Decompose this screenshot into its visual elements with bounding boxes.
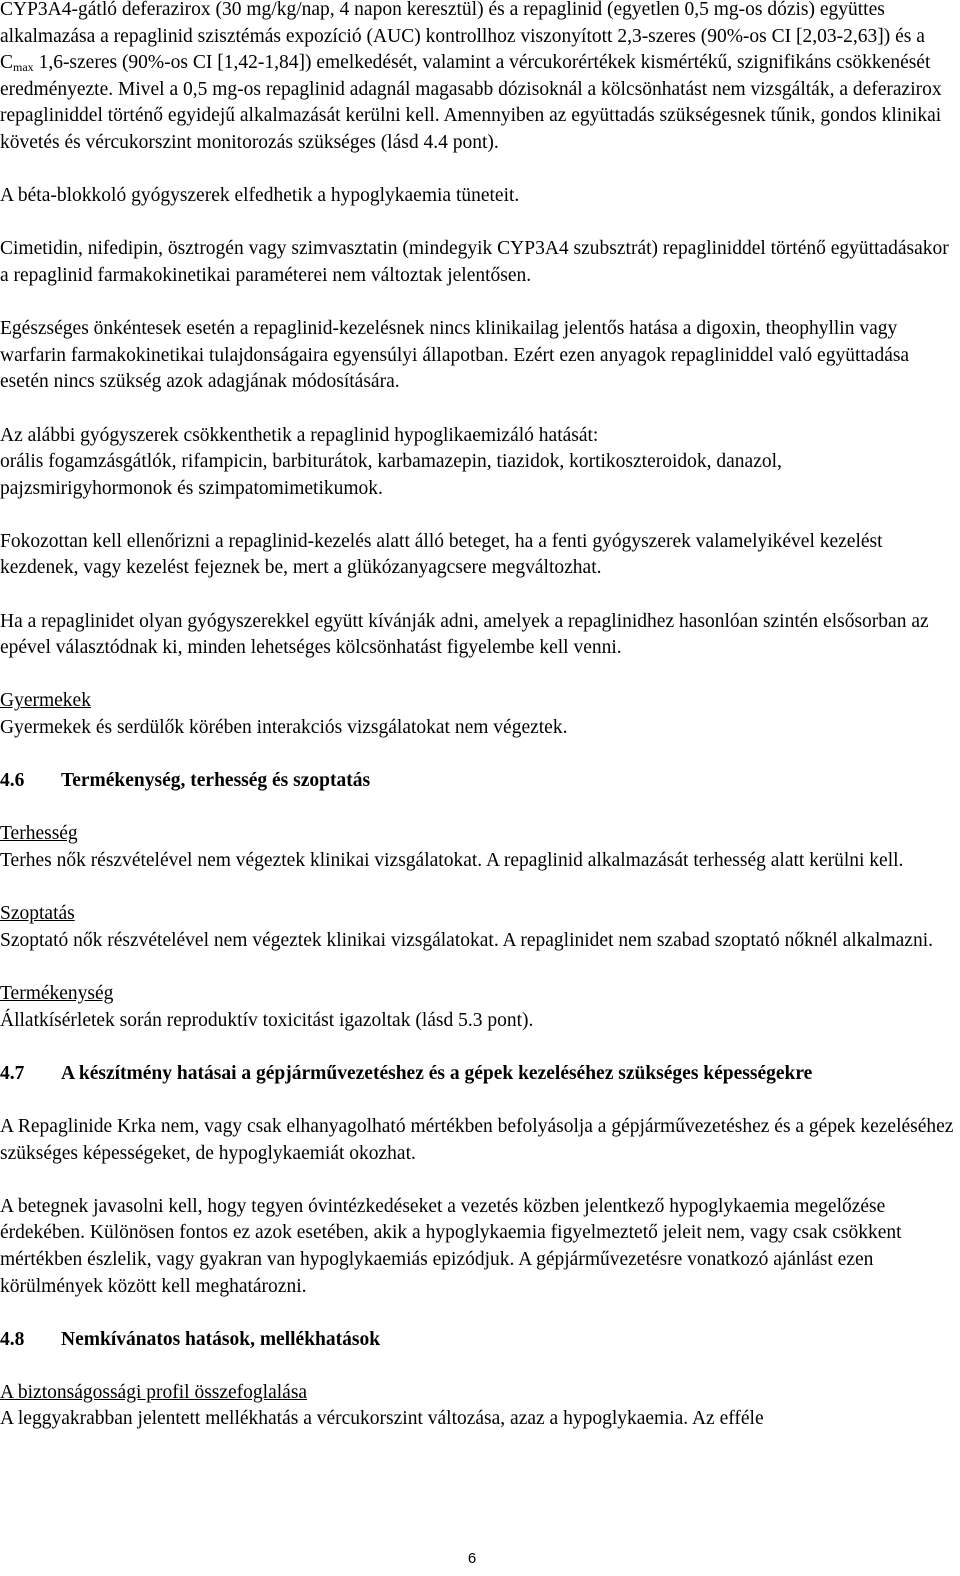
paragraph-line: Az alábbi gyógyszerek csökkenthetik a repaglinid hypoglikaemizáló hatását: [0, 424, 599, 446]
paragraph-text: orális fogamzásgátlók, rifampicin, barbiturátok, karbamazepin, tiazidok, kortikoszteroidok, danazol, pajzsmirigyhormonok és szimpatomimetikumok. [0, 451, 782, 499]
pregnancy-heading: Terhesség [0, 823, 78, 845]
fertility-block [0, 981, 958, 1034]
children-block [0, 688, 958, 741]
children-heading: Gyermekek [0, 690, 91, 712]
bile-excretion-paragraph: Ha a repaglinidet olyan gyógyszerekkel együtt kívánják adni, amelyek a repaglinidhez hasonlóan szintén elsősorban az epével választódnak ki, minden lehetséges kölcsönhatást figyelembe kell venni. [0, 610, 929, 659]
monitoring-paragraph: Fokozottan kell ellenőrizni a repaglinid-kezelés alatt álló beteget, ha a fenti gyógyszerek valamelyikével kezelést kezdenek, vagy kezelést fejeznek be, mert a glükózanyagcsere megváltozhat. [0, 530, 883, 579]
fertility-text: Állatkísérletek során reproduktív toxicitást igazoltak (lásd 5.3 pont). [0, 1009, 534, 1031]
section-title: Nemkívánatos hatások, mellékhatások [61, 1328, 381, 1350]
pregnancy-text: Terhes nők részvételével nem végeztek klinikai vizsgálatokat. A repaglinid alkalmazását terhesség alatt kerülni kell. [0, 850, 904, 871]
beta-blocker-paragraph: A béta-blokkoló gyógyszerek elfedhetik a hypoglykaemia tüneteit. [0, 185, 520, 207]
driving-paragraph-2: A betegnek javasolni kell, hogy tegyen óvintézkedéseket a vezetés közben jelentkező hypoglykaemia megelőzése érdekében. Különösen fontos ez azok esetében, akik a hypoglykaemia figyelmeztető jeleit nem, vagy csak csökkent mértékben észlelik, vagy gyakran van hypoglykaemiás epizódjuk. A gépjárművezetésre vonatkozó ajánlást ezen körülmények között kell meghatározni. [0, 1195, 902, 1297]
safety-profile-heading: A biztonságossági profil összefoglalása [0, 1381, 308, 1403]
paragraph-text: 1,6-szeres (90%-os CI [1,42-1,84]) emelkedését, valamint a vércukorértékek kismértékű, szignifikáns csökkenését eredményezte. Mivel a 0,5 mg-os repaglinid adagnál magasabb dózisoknál a kölcsönhatást nem vizsgálták, a deferazirox repagliniddel történő egyidejű alkalmazását kerülni kell. Amennyiben az együttadás szükségesnek tűnik, gondos klinikai követés és vércukorszint monitorozás szükséges (lásd 4.4 pont). [0, 52, 942, 153]
cyp3a4-substrates-paragraph: Cimetidin, nifedipin, ösztrogén vagy szimvasztatin (mindegyik CYP3A4 szubsztrát) repagliniddel történő együttadásakor a repaglinid farmakokinetikai paraméterei nem változtak jelentősen. [0, 238, 949, 286]
safety-profile-block [0, 1380, 958, 1433]
safety-profile-text: A leggyakrabban jelentett mellékhatás a vércukorszint változása, azaz a hypoglykaemia. Az efféle [0, 1408, 764, 1430]
paragraph-text: CYP3A4-gátló deferazirox (30 mg/kg/nap, 4 napon keresztül) és a repaglinid (egyetlen 0,5 mg-os dózis) együttes alkalmazása a repaglinid szisztémás expozíció (AUC) kontrollhoz viszonyított 2,3-szeres (90%-os CI [2,03-2,63]) és a C [0, 0, 925, 74]
section-number: 4.8 [0, 1328, 25, 1350]
deferasirox-interaction-paragraph [0, 0, 958, 157]
fertility-heading: Termékenység [0, 982, 114, 1004]
cmax-subscript: max [13, 60, 34, 75]
section-number: 4.7 [0, 1062, 25, 1084]
driving-paragraph-1: A Repaglinide Krka nem, vagy csak elhanyagolható mértékben befolyásolja a gépjárművezetéshez és a gépek kezeléséhez szükséges képességeket, de hypoglykaemiát okozhat. [0, 1115, 954, 1164]
pregnancy-block [0, 821, 958, 874]
children-text: Gyermekek és serdülők körében interakciós vizsgálatokat nem végeztek. [0, 717, 568, 739]
section-4-8-heading [0, 1327, 958, 1354]
breastfeeding-heading: Szoptatás [0, 903, 75, 925]
page-number: 6 [467, 1550, 477, 1567]
section-4-7-heading [0, 1061, 958, 1088]
healthy-volunteers-paragraph: Egészséges önkéntesek esetén a repaglinid-kezelésnek nincs klinikailag jelentős hatása a digoxin, theophyllin vagy warfarin farmakokinetikai tulajdonságaira egyensúlyi állapotban. Ezért ezen anyagok repagliniddel való együttadása esetén nincs szükség azok adagjának módosítására. [0, 318, 910, 393]
section-number: 4.6 [0, 770, 25, 792]
breastfeeding-block [0, 901, 958, 954]
reducing-drugs-paragraph [0, 423, 958, 503]
section-title: Termékenység, terhesség és szoptatás [61, 770, 371, 792]
section-4-6-heading [0, 768, 958, 795]
breastfeeding-text: Szoptató nők részvételével nem végeztek klinikai vizsgálatokat. A repaglinidet nem szabad szoptató nőknél alkalmazni. [0, 929, 933, 951]
section-title: A készítmény hatásai a gépjárművezetéshez és a gépek kezeléséhez szükséges képességekre [61, 1062, 813, 1084]
